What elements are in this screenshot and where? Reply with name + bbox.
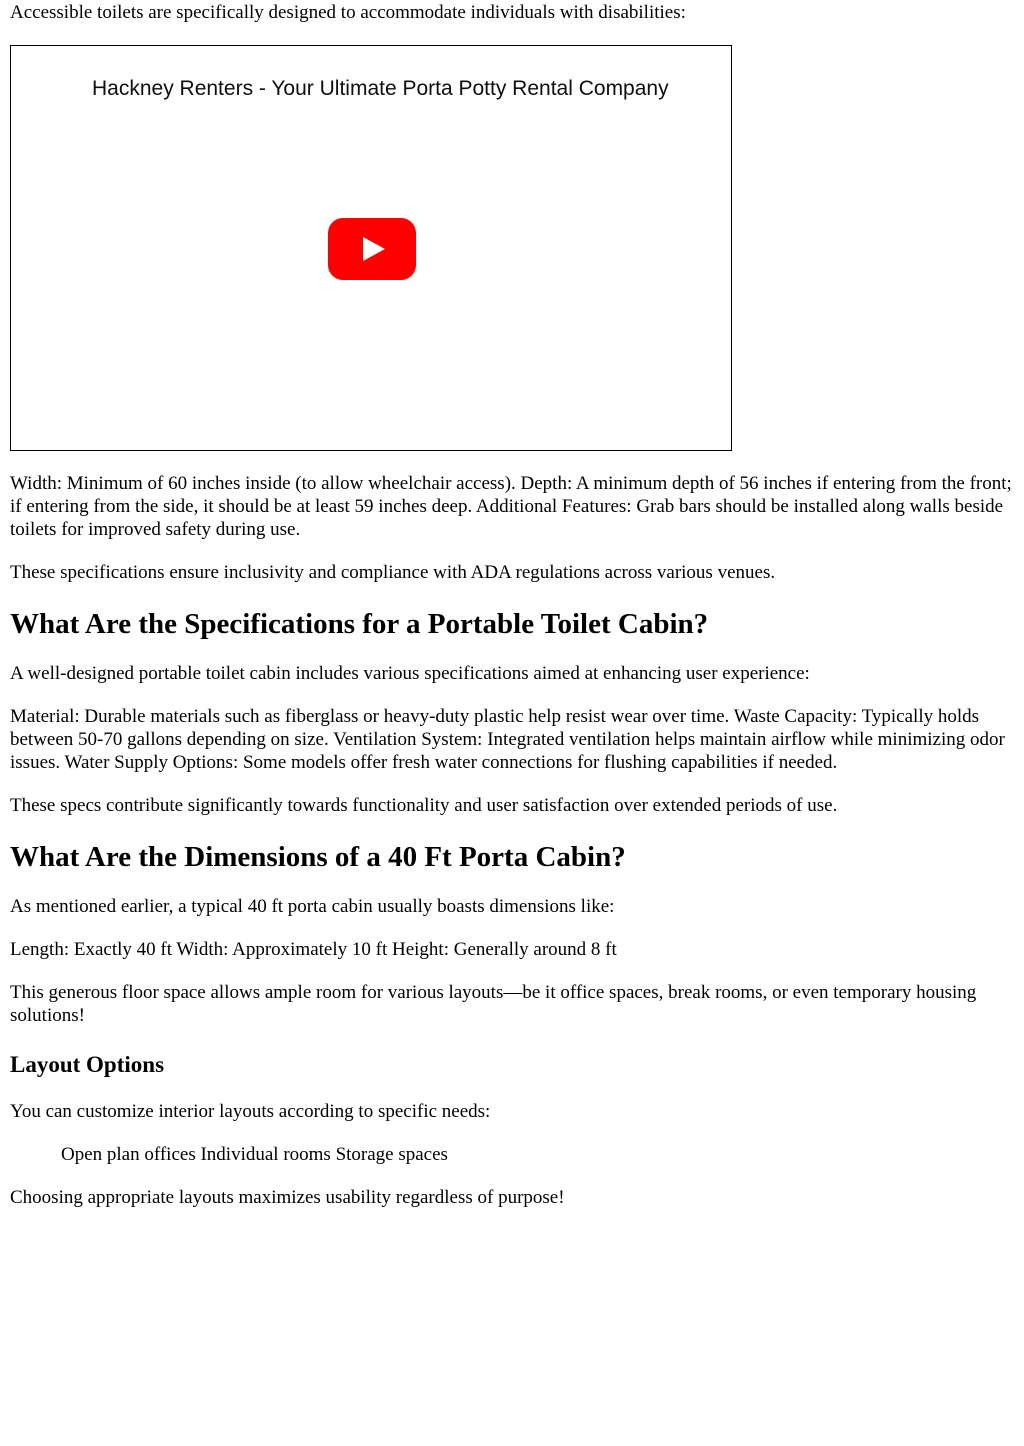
specs-heading: What Are the Specifications for a Portable Toilet Cabin?	[10, 608, 709, 640]
article-content	[10, 0, 1014, 1209]
accessible-specs-paragraph: Width: Minimum of 60 inches inside (to allow wheelchair access). Depth: A minimum depth of 56 inches if entering from the front; if entering from the side, it should be at least 59 inches deep. Additional Features: Grab bars should be installed along walls beside toilets for improved safety during use.	[10, 473, 1012, 540]
specs-details-paragraph: Material: Durable materials such as fiberglass or heavy-duty plastic help resist wear over time. Waste Capacity: Typically holds between 50-70 gallons depending on size. Ventilation System: Integrated ventilation helps maintain airflow while minimizing odor issues. Water Supply Options: Some models offer fresh water connections for flushing capabilities if needed.	[10, 706, 1005, 773]
accessible-summary-paragraph: These specifications ensure inclusivity and compliance with ADA regulations across various venues.	[10, 562, 776, 583]
dimensions-details-paragraph: Length: Exactly 40 ft Width: Approximately 10 ft Height: Generally around 8 ft	[10, 939, 617, 960]
dimensions-intro-paragraph: As mentioned earlier, a typical 40 ft porta cabin usually boasts dimensions like:	[10, 896, 615, 917]
dimensions-heading: What Are the Dimensions of a 40 Ft Porta Cabin?	[10, 841, 626, 873]
youtube-embed[interactable]	[10, 45, 732, 451]
layout-summary-paragraph: Choosing appropriate layouts maximizes usability regardless of purpose!	[10, 1187, 565, 1208]
intro-paragraph: Accessible toilets are specifically designed to accommodate individuals with disabilities:	[10, 2, 686, 23]
layout-options-list: Open plan offices Individual rooms Storage spaces	[61, 1144, 448, 1165]
specs-intro-paragraph: A well-designed portable toilet cabin includes various specifications aimed at enhancing user experience:	[10, 663, 810, 684]
dimensions-summary-paragraph: This generous floor space allows ample room for various layouts—be it office spaces, break rooms, or even temporary housing solutions!	[10, 982, 977, 1026]
play-icon[interactable]	[328, 218, 416, 280]
layout-heading: Layout Options	[10, 1052, 165, 1077]
play-button[interactable]	[328, 218, 416, 280]
layout-intro-paragraph: You can customize interior layouts according to specific needs:	[10, 1101, 491, 1122]
specs-summary-paragraph: These specs contribute significantly towards functionality and user satisfaction over extended periods of use.	[10, 795, 838, 816]
video-title[interactable]: Hackney Renters - Your Ultimate Porta Potty Rental Company	[92, 77, 669, 100]
